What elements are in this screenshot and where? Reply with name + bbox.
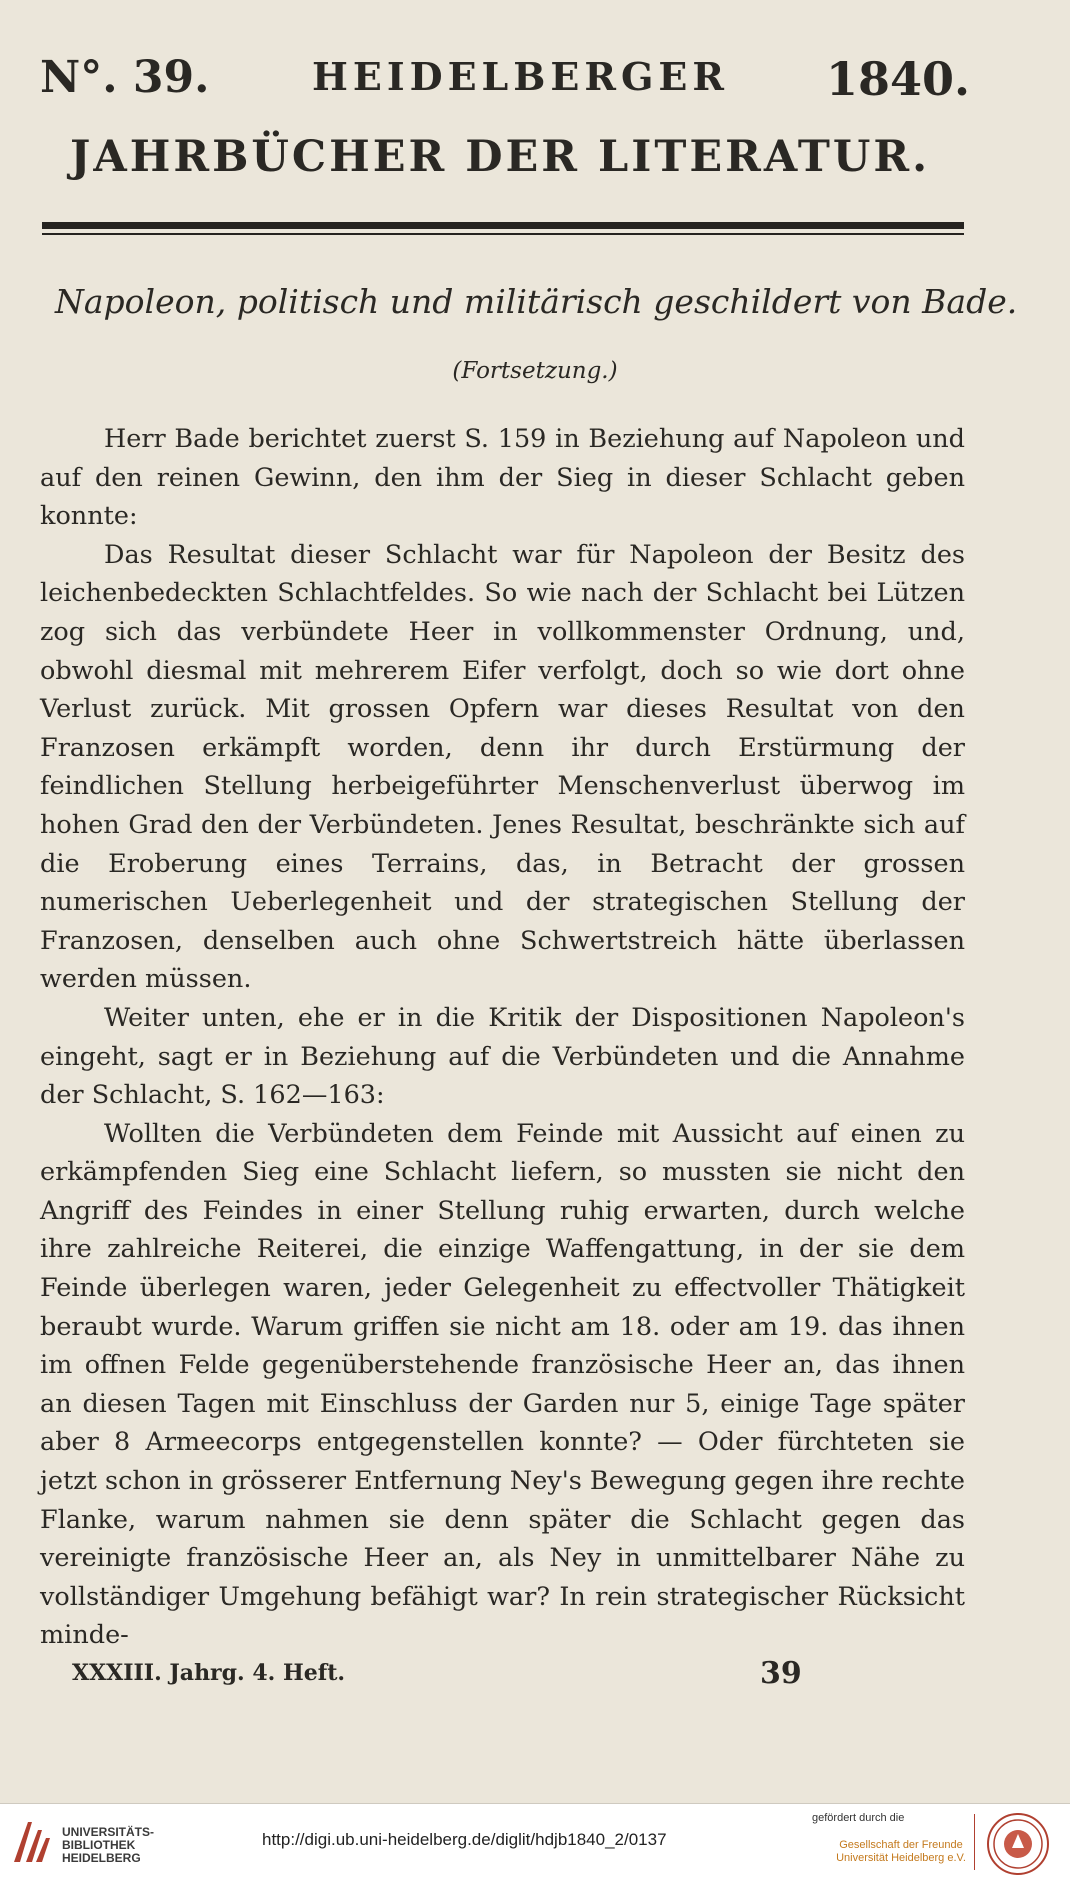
bar-divider [974,1814,975,1870]
sheet-signature: XXXIII. Jahrg. 4. Heft. [72,1660,346,1686]
sheet-number: 39 [760,1656,802,1691]
library-logo-icon[interactable] [10,1818,54,1866]
paragraph: Herr Bade berichtet zuerst S. 159 in Beziehung auf Napoleon und auf den reinen Gewinn, den ihm der Sieg in dieser Schlacht geben konnte: [40,424,965,532]
masthead [40,52,970,112]
paragraph: Das Resultat dieser Schlacht war für Napoleon der Besitz des leichenbedeckten Schlachtfeldes. So wie nach der Schlacht bei Lützen zog sich das verbündete Heer in vollkommenster Ordnung, und, obwohl diesmal mit mehrerem Eifer verfolgt, doch so wie dort ohne Verlust zurück. Mit grossen Opfern war dieses Resultat von den Franzosen erkämpft worden, denn ihr durch Erstürmung der feindlichen Stellung herbeigeführter Menschenverlust überwog im hohen Grad den der Verbündeten. Jenes Resultat, beschränkte sich auf die Eroberung eines Terrains, das, in Betracht der grossen numerischen Ueberlegenheit und der strategischen Stellung der Franzosen, denselben auch ohne Schwertstreich hätte überlassen werden müssen. [40,539,965,995]
funded-by-label: gefördert durch die [812,1812,905,1824]
paragraph: Weiter unten, ehe er in die Kritik der Dispositionen Napoleon's eingeht, sagt er in Beziehung auf die Verbündeten und die Annahme der Schlacht, S. 162—163: [40,1002,965,1111]
article-title: Napoleon, politisch und militärisch geschildert von Bade. [55,282,1018,321]
continuation-note: (Fortsetzung.) [452,358,618,384]
viewer-footer-bar [0,1803,1070,1881]
issue-number: N°. 39. [40,52,210,103]
permalink-url[interactable]: http://digi.ub.uni-heidelberg.de/diglit/hdjb1840_2/0137 [262,1830,667,1849]
library-name: UNIVERSITÄTS- BIBLIOTHEK HEIDELBERG [62,1825,155,1865]
publication-name: HEIDELBERGER [312,54,729,99]
publication-year: 1840. [825,52,970,106]
sponsor-name[interactable]: Gesellschaft der Freunde Universität Heidelberg e.V. [836,1839,966,1864]
university-seal-icon[interactable] [986,1812,1050,1876]
header-rule-thin [42,233,964,235]
header-rule-thick [42,222,964,229]
journal-subtitle: JAHRBÜCHER DER LITERATUR. [70,132,931,182]
article-body [40,420,965,1655]
paragraph: Wollten die Verbündeten dem Feinde mit Aussicht auf einen zu erkämpfenden Sieg eine Schlacht liefern, so mussten sie nicht den Angriff des Feindes in einer Stellung ruhig erwarten, durch welche ihre zahlreiche Reiterei, die einzige Waffengattung, in der sie dem Feinde überlegen waren, jeder Gelegenheit zu effectvoller Thätigkeit beraubt wurde. Warum griffen sie nicht am 18. oder am 19. das ihnen im offnen Felde gegenüberstehende französische Heer an, das ihnen an diesen Tagen mit Einschluss der Garden nur 5, einige Tage später aber 8 Armeecorps entgegenstellen konnte? — Oder fürchteten sie jetzt schon in grösserer Entfernung Ney's Bewegung gegen ihre rechte Flanke, warum nahmen sie denn später die Schlacht gegen das vereinigte französische Heer an, als Ney in unmittelbarer Nähe zu vollständiger Umgehung befähigt war? In rein strategischer Rücksicht minde- [40,1118,965,1651]
